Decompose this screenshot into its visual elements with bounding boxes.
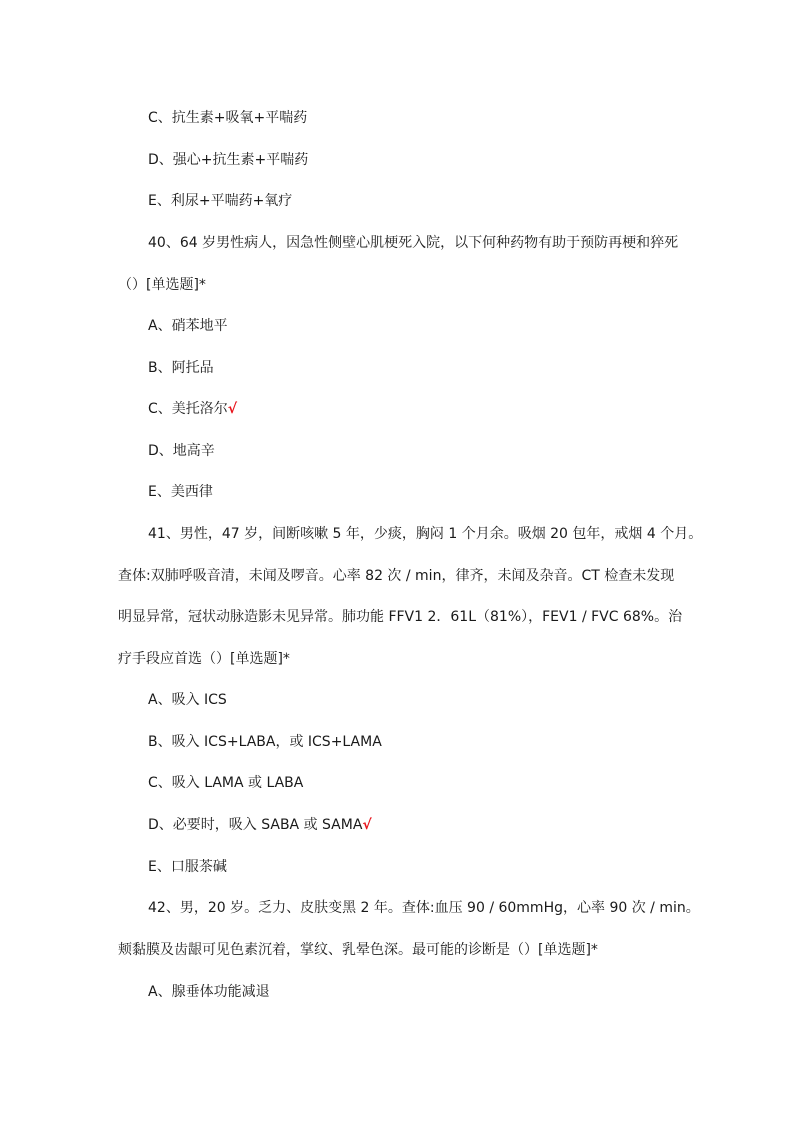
option-text: E、美西律 bbox=[148, 484, 213, 500]
q41-option-e[interactable] bbox=[148, 857, 227, 877]
q42-option-a[interactable] bbox=[148, 982, 270, 1002]
option-text: E、口服茶碱 bbox=[148, 859, 227, 875]
option-text: D、强心+抗生素+平喘药 bbox=[148, 152, 309, 168]
option-c[interactable] bbox=[148, 108, 307, 128]
option-d[interactable] bbox=[148, 150, 308, 170]
correct-check-icon: √ bbox=[227, 401, 238, 417]
question-41-stem-line-3: 明显异常，冠状动脉造影未见异常。肺功能 FFV1 2．61L（81%），FEV1 / FVC 68%。治 bbox=[118, 609, 683, 625]
question-42-stem-line-2: 颊黏膜及齿龈可见色素沉着，掌纹、乳晕色深。最可能的诊断是（）[单选题]* bbox=[118, 942, 598, 958]
q41-option-a[interactable] bbox=[148, 690, 227, 710]
question-40-stem-line-2: （）[单选题]* bbox=[118, 277, 206, 293]
option-text: A、腺垂体功能减退 bbox=[148, 984, 270, 1000]
option-text: E、利尿+平喘药+氧疗 bbox=[148, 193, 293, 209]
option-text: C、吸入 LAMA 或 LABA bbox=[148, 775, 304, 791]
question-41-stem-line-2: 查体:双肺呼吸音清，未闻及啰音。心率 82 次 / min，律齐，未闻及杂音。CT 检查未发现 bbox=[118, 568, 675, 584]
q40-option-e[interactable] bbox=[148, 482, 213, 502]
correct-check-icon: √ bbox=[362, 817, 372, 833]
option-text: B、阿托品 bbox=[148, 360, 214, 376]
q40-option-b[interactable] bbox=[148, 358, 214, 378]
option-text: A、吸入 ICS bbox=[148, 692, 227, 708]
option-text: C、抗生素+吸氧+平喘药 bbox=[148, 110, 308, 126]
question-41-stem-line-4: 疗手段应首选（）[单选题]* bbox=[118, 651, 290, 667]
option-text: D、地高辛 bbox=[148, 443, 215, 459]
question-42-stem-line-1: 42、男，20 岁。乏力、皮肤变黑 2 年。查体:血压 90 / 60mmHg，心率 90 次 / min。 bbox=[148, 900, 700, 916]
option-text: C、美托洛尔 bbox=[148, 401, 228, 417]
option-e[interactable] bbox=[148, 191, 292, 211]
option-text: B、吸入 ICS+LABA，或 ICS+LAMA bbox=[148, 734, 382, 750]
option-text: D、必要时，吸入 SABA 或 SAMA bbox=[148, 817, 363, 833]
q41-option-d[interactable] bbox=[148, 815, 372, 835]
question-41-stem-line-1: 41、男性，47 岁，间断咳嗽 5 年，少痰，胸闷 1 个月余。吸烟 20 包年，戒烟 4 个月。 bbox=[148, 526, 703, 542]
q40-option-c[interactable] bbox=[148, 399, 237, 419]
q40-option-d[interactable] bbox=[148, 441, 215, 461]
q40-option-a[interactable] bbox=[148, 316, 228, 336]
q41-option-b[interactable] bbox=[148, 732, 382, 752]
q41-option-c[interactable] bbox=[148, 773, 303, 793]
question-40-stem-line-1: 40、64 岁男性病人，因急性侧壁心肌梗死入院，以下何种药物有助于预防再梗和猝死 bbox=[148, 235, 679, 251]
option-text: A、硝苯地平 bbox=[148, 318, 228, 334]
